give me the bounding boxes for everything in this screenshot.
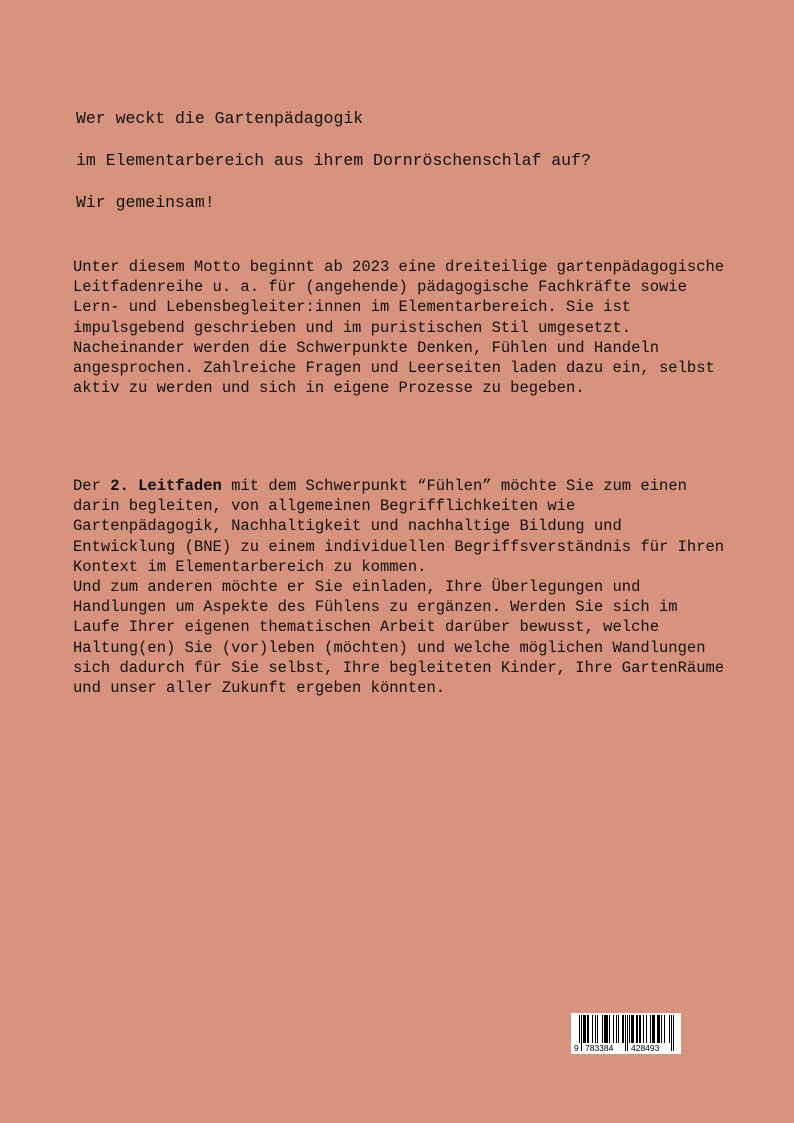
barcode-bar	[584, 1015, 585, 1043]
barcode-first-digit: 9	[574, 1043, 579, 1053]
barcode-bar	[587, 1015, 588, 1043]
guide-paragraph-1	[73, 476, 733, 577]
intro-paragraph-block	[73, 257, 733, 398]
barcode-bar	[640, 1015, 641, 1043]
barcode-bar	[609, 1015, 610, 1043]
barcode-bar	[669, 1015, 670, 1043]
barcode-bar	[652, 1015, 653, 1043]
barcode-bar	[602, 1015, 603, 1043]
barcode-bar	[631, 1015, 632, 1043]
motto-line-1: Wer weckt die Gartenpädagogik	[76, 109, 364, 128]
barcode-bar	[622, 1015, 623, 1043]
guide-highlight: 2. Leitfaden	[110, 477, 222, 495]
barcode-bar	[657, 1015, 658, 1043]
barcode-bar	[646, 1015, 647, 1043]
barcode-bar	[585, 1015, 586, 1043]
barcode-bar	[618, 1015, 619, 1043]
motto-line-2: im Elementarbereich aus ihrem Dornröschenschlaf auf?	[76, 151, 591, 170]
guide-paragraph-2: Und zum anderen möchte er Sie einladen, Ihre Überlegungen und Handlungen um Aspekte des Fühlens zu ergänzen. Werden Sie sich im Laufe Ihrer eigenen thematischen Arbeit darüber bewusst, welche Haltung(en) Sie (vor)leben (möchten) und welche möglichen Wandlungen sich dadurch für Sie selbst, Ihre begleiteten Kinder, Ihre GartenRäume und unser aller Zukunft ergeben könnten.	[73, 578, 725, 698]
barcode-bar	[650, 1015, 651, 1043]
barcode-left-group: 783384	[585, 1043, 614, 1053]
barcode-bar	[623, 1015, 624, 1043]
barcode-bar	[613, 1015, 614, 1043]
barcode-bar	[588, 1015, 589, 1043]
barcode-bar	[637, 1015, 638, 1043]
barcode-bar	[639, 1015, 640, 1043]
motto-block	[76, 108, 591, 234]
barcode-bar	[664, 1015, 665, 1043]
barcode-bar	[659, 1015, 660, 1043]
barcode-bar	[597, 1015, 598, 1043]
guide-paragraph-1-text: mit dem Schwerpunkt “Fühlen” möchte Sie zum einen darin begleiten, von allgemeinen Begrifflichkeiten wie Gartenpädagogik, Nachhaltigkeit und nachhaltige Bildung und Entwicklung (BNE) zu einem individuellen Begriffsverständnis für Ihren Kontext im Elementarbereich zu kommen.	[73, 477, 725, 576]
barcode-bar	[658, 1015, 659, 1043]
intro-paragraph: Unter diesem Motto beginnt ab 2023 eine dreiteilige gartenpädagogische Leitfadenreihe u. a. für (angehende) pädagogische Fachkräfte sowie Lern- und Lebensbegleiter:innen im Elementarbereich. Sie ist impulsgebend geschrieben und im puristischen Stil umgesetzt. Nacheinander werden die Schwerpunkte Denken, Fühlen und Handeln angesprochen. Zahlreiche Fragen und Leerseiten laden dazu ein, selbst aktiv zu werden und sich in eigene Prozesse zu begeben.	[73, 258, 725, 398]
guide-description-block	[73, 476, 733, 698]
barcode-bar	[606, 1015, 607, 1043]
barcode-bar	[595, 1015, 596, 1043]
barcode-bar	[643, 1015, 644, 1043]
barcode-bar	[633, 1015, 634, 1043]
barcode-bar	[632, 1015, 633, 1043]
barcode-bar	[654, 1015, 655, 1043]
motto-line-3: Wir gemeinsam!	[76, 193, 215, 212]
barcode-right-group: 428493	[631, 1043, 660, 1053]
barcode-bar	[604, 1015, 605, 1043]
barcode-bar	[629, 1015, 630, 1043]
isbn-barcode	[571, 1013, 681, 1054]
barcode-digits	[571, 1043, 681, 1053]
barcode-bar	[607, 1015, 608, 1043]
barcode-bar	[661, 1015, 662, 1043]
barcode-bar	[592, 1015, 593, 1043]
guide-prefix: Der	[73, 477, 111, 495]
barcode-bar	[636, 1015, 637, 1043]
barcode-bar	[653, 1015, 654, 1043]
barcode-bar	[583, 1015, 584, 1043]
barcode-bar	[616, 1015, 617, 1043]
barcode-bar	[605, 1015, 606, 1043]
